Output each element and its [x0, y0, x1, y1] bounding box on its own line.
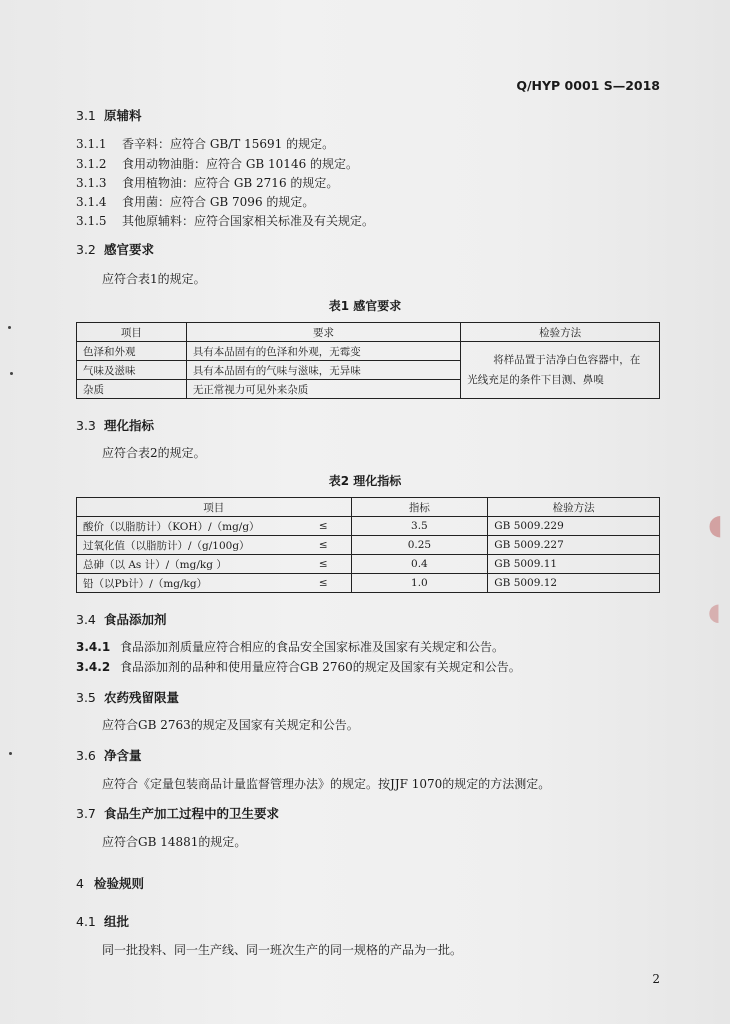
cell-item: 酸价（以脂肪计）（KOH）/（mg/g）: [77, 517, 297, 536]
section-3-7-text: 应符合GB 14881的规定。: [102, 835, 247, 849]
scan-speck: [9, 752, 12, 755]
header-item: 项目: [77, 498, 352, 517]
header-method: 检验方法: [461, 323, 660, 342]
cell-value: 3.5: [351, 517, 488, 536]
physicochemical-table: [76, 497, 660, 593]
header-item: 项目: [77, 323, 187, 342]
table-row: [77, 517, 660, 536]
cell-method: GB 5009.12: [488, 574, 660, 593]
clause-3-1-2: 3.1.2 食用动物油脂：应符合 GB 10146 的规定。: [76, 157, 359, 171]
section-3-4-heading: 3.4 食品添加剂: [76, 612, 167, 627]
section-3-1-heading: 3.1 原辅料: [76, 108, 142, 123]
section-3-7-heading: 3.7 食品生产加工过程中的卫生要求: [76, 806, 280, 821]
table-row: [77, 555, 660, 574]
cell-item: 铅（以Pb计）/（mg/kg）: [77, 574, 297, 593]
cell-value: 0.4: [351, 555, 488, 574]
section-3-5-text: 应符合GB 2763的规定及国家有关规定和公告。: [102, 718, 359, 732]
section-3-6-text: 应符合《定量包装商品计量监督管理办法》的规定。按JJF 1070的规定的方法测定。: [102, 777, 551, 791]
sensory-table: [76, 322, 660, 399]
clause-3-1-1: 3.1.1 香辛料：应符合 GB/T 15691 的规定。: [76, 137, 335, 151]
cell-value: 1.0: [351, 574, 488, 593]
cell-item: 总砷（以 As 计）/（mg/kg ）: [77, 555, 297, 574]
table-1-caption: 表1 感官要求: [328, 299, 402, 313]
cell-method: GB 5009.227: [488, 536, 660, 555]
section-3-2-text: 应符合表1的规定。: [102, 272, 206, 286]
standard-code: Q/HYP 0001 S—2018: [516, 78, 660, 93]
header-requirement: 要求: [186, 323, 460, 342]
section-3-2-heading: 3.2 感官要求: [76, 242, 155, 257]
page-number: 2: [652, 972, 660, 986]
cell-method: GB 5009.229: [488, 517, 660, 536]
section-3-6-heading: 3.6 净含量: [76, 748, 142, 763]
scan-speck: [8, 326, 11, 329]
section-3-3-heading: 3.3 理化指标: [76, 418, 155, 433]
cell-operator: ≤: [296, 574, 351, 593]
cell-item: 色泽和外观: [77, 342, 187, 361]
table-header-row: [77, 323, 660, 342]
scan-speck: [10, 372, 13, 375]
cell-method: GB 5009.11: [488, 555, 660, 574]
clause-3-1-4: 3.1.4 食用菌：应符合 GB 7096 的规定。: [76, 195, 315, 209]
cell-item: 过氧化值（以脂肪计）/（g/100g）: [77, 536, 297, 555]
clause-3-4-1: 3.4.1 食品添加剂质量应符合相应的食品安全国家标准及国家有关规定和公告。: [76, 640, 505, 654]
cell-operator: ≤: [296, 517, 351, 536]
clause-3-1-3: 3.1.3 食用植物油：应符合 GB 2716 的规定。: [76, 176, 339, 190]
table-header-row: [77, 498, 660, 517]
section-3-3-text: 应符合表2的规定。: [102, 446, 206, 460]
section-4-1-text: 同一批投料、同一生产线、同一班次生产的同一规格的产品为一批。: [102, 943, 463, 957]
table-2-caption: 表2 理化指标: [328, 474, 402, 488]
cell-requirement: 具有本品固有的色泽和外观，无霉变: [186, 342, 460, 361]
clause-3-1-5: 3.1.5 其他原辅料：应符合国家相关标准及有关规定。: [76, 214, 375, 228]
table-row: [77, 536, 660, 555]
cell-operator: ≤: [296, 555, 351, 574]
cell-requirement: 无正常视力可见外来杂质: [186, 380, 460, 399]
header-index: 指标: [351, 498, 488, 517]
clause-3-4-2: 3.4.2 食品添加剂的品种和使用量应符合GB 2760的规定及国家有关规定和公告。: [76, 660, 521, 674]
section-4-heading: 4 检验规则: [76, 876, 145, 891]
table-row: [77, 342, 660, 361]
cell-requirement: 具有本品固有的气味与滋味，无异味: [186, 361, 460, 380]
section-4-1-heading: 4.1 组批: [76, 914, 130, 929]
section-3-5-heading: 3.5 农药残留限量: [76, 690, 180, 705]
table-row: [77, 574, 660, 593]
cell-operator: ≤: [296, 536, 351, 555]
stamp-fragment: ◖: [708, 508, 723, 541]
cell-item: 气味及滋味: [77, 361, 187, 380]
cell-method: 将样品置于洁净白色容器中，在 光线充足的条件下目测、鼻嗅: [461, 342, 660, 399]
cell-item: 杂质: [77, 380, 187, 399]
cell-value: 0.25: [351, 536, 488, 555]
header-method: 检验方法: [488, 498, 660, 517]
stamp-fragment: ◖: [708, 598, 721, 626]
